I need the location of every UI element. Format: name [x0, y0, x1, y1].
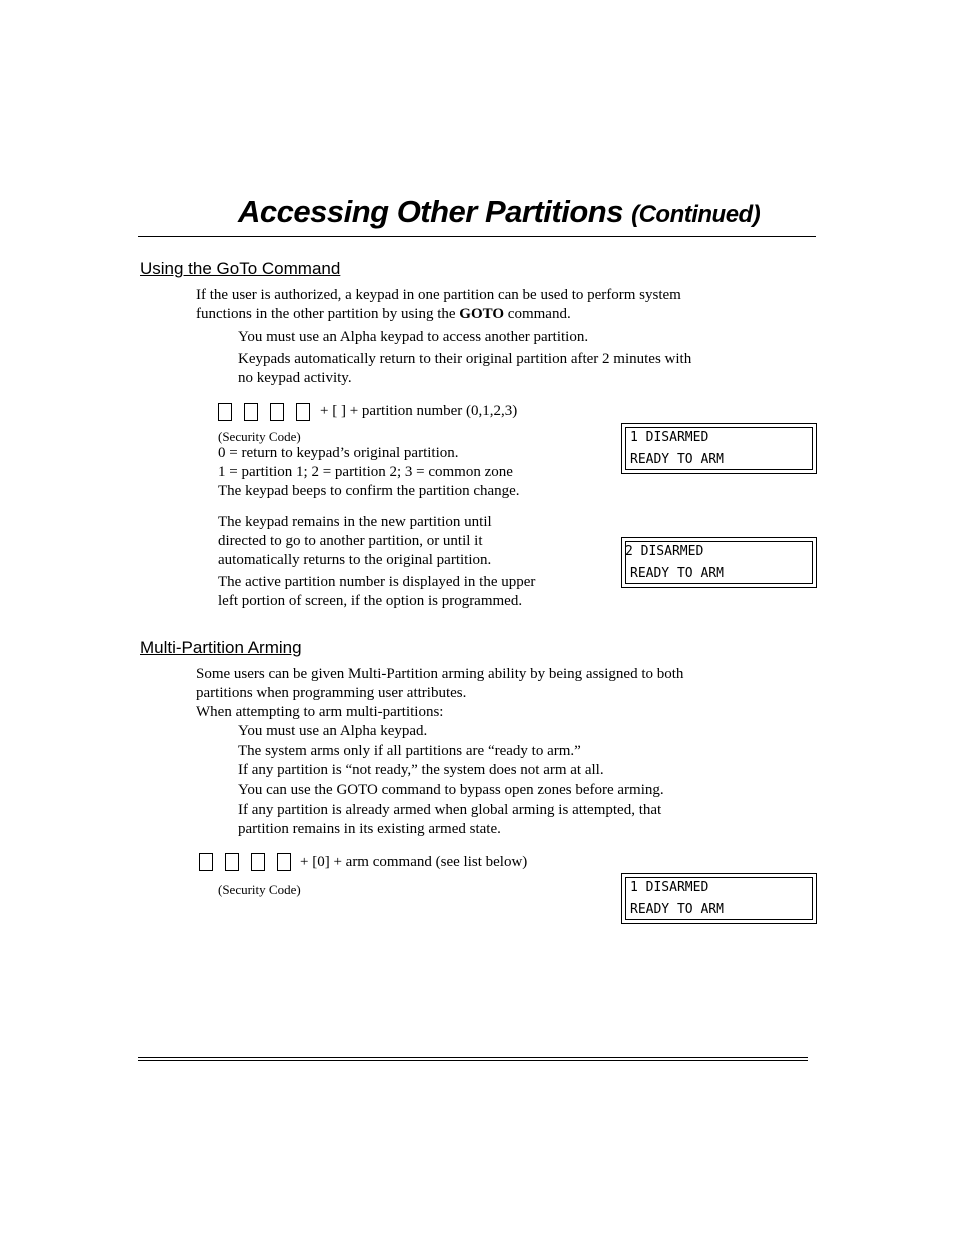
page-title [238, 194, 760, 230]
security-code-label: (Security Code) [218, 882, 301, 897]
arming-bullet2: The system arms only if all partitions are “ready to arm.” [238, 743, 581, 759]
goto-note2: 1 = partition 1; 2 = partition 2; 3 = common zone [218, 464, 513, 480]
display-line2: READY TO ARM [630, 566, 724, 581]
display-line1: 1 DISARMED [630, 430, 709, 445]
code-digit-box [296, 403, 310, 421]
footer-rule [138, 1057, 808, 1058]
goto-note3: The keypad beeps to confirm the partition change. [218, 483, 520, 499]
goto-command-name: GOTO [459, 306, 505, 322]
arming-bullet4: You can use the GOTO command to bypass open zones before arming. [238, 782, 664, 798]
code-digit-box [244, 403, 258, 421]
arming-intro-line2: partitions when programming user attributes. [196, 685, 467, 701]
code-digit-box [270, 403, 284, 421]
goto-key-sequence: + [ ] + partition number (0,1,2,3) [320, 403, 518, 419]
arming-bullet5-line2: partition remains in its existing armed state. [238, 821, 501, 837]
arming-heading: Multi-Partition Arming [140, 638, 302, 657]
footer-rule [138, 1060, 808, 1061]
goto-para1-line1: The keypad remains in the new partition until [218, 514, 492, 530]
arming-intro-line1: Some users can be given Multi-Partition arming ability by being assigned to both [196, 666, 684, 682]
code-digit-box [251, 853, 265, 871]
code-digit-box [277, 853, 291, 871]
display-line1: 1 DISARMED [630, 880, 709, 895]
arming-intro-line3: When attempting to arm multi-partitions: [196, 704, 444, 720]
display-line2: READY TO ARM [630, 452, 724, 467]
page-title-continued: (Continued) [631, 201, 761, 228]
page-title-main: Accessing Other Partitions [238, 194, 623, 229]
goto-heading: Using the GoTo Command [140, 259, 341, 278]
display-line2: READY TO ARM [630, 902, 724, 917]
keypad-display [621, 537, 817, 588]
goto-bullet2-line2: no keypad activity. [238, 370, 352, 386]
arming-bullet3: If any partition is “not ready,” the system does not arm at all. [238, 762, 604, 778]
goto-intro-line1: If the user is authorized, a keypad in one partition can be used to perform system [196, 287, 681, 303]
security-code-label: (Security Code) [218, 429, 301, 444]
keypad-display [621, 873, 817, 924]
goto-para2-line2: left portion of screen, if the option is programmed. [218, 593, 523, 609]
code-digit-box [199, 853, 213, 871]
goto-para2-line1: The active partition number is displayed in the upper [218, 574, 536, 590]
keypad-display [621, 423, 817, 474]
code-digit-box [225, 853, 239, 871]
arming-bullet1: You must use an Alpha keypad. [238, 723, 428, 739]
arming-key-sequence: + [0] + arm command (see list below) [300, 854, 528, 870]
goto-para1-line3: automatically returns to the original partition. [218, 552, 492, 568]
goto-para1-line2: directed to go to another partition, or until it [218, 533, 483, 549]
goto-bullet1: You must use an Alpha keypad to access another partition. [238, 329, 589, 345]
code-digit-box [218, 403, 232, 421]
title-rule [138, 236, 816, 237]
goto-intro-line2: functions in the other partition by using the GOTO command. [196, 306, 571, 322]
goto-note1: 0 = return to keypad’s original partition. [218, 445, 459, 461]
display-line1: 2 DISARMED [625, 544, 704, 559]
arming-bullet5-line1: If any partition is already armed when global arming is attempted, that [238, 802, 662, 818]
goto-bullet2-line1: Keypads automatically return to their original partition after 2 minutes with [238, 351, 692, 367]
